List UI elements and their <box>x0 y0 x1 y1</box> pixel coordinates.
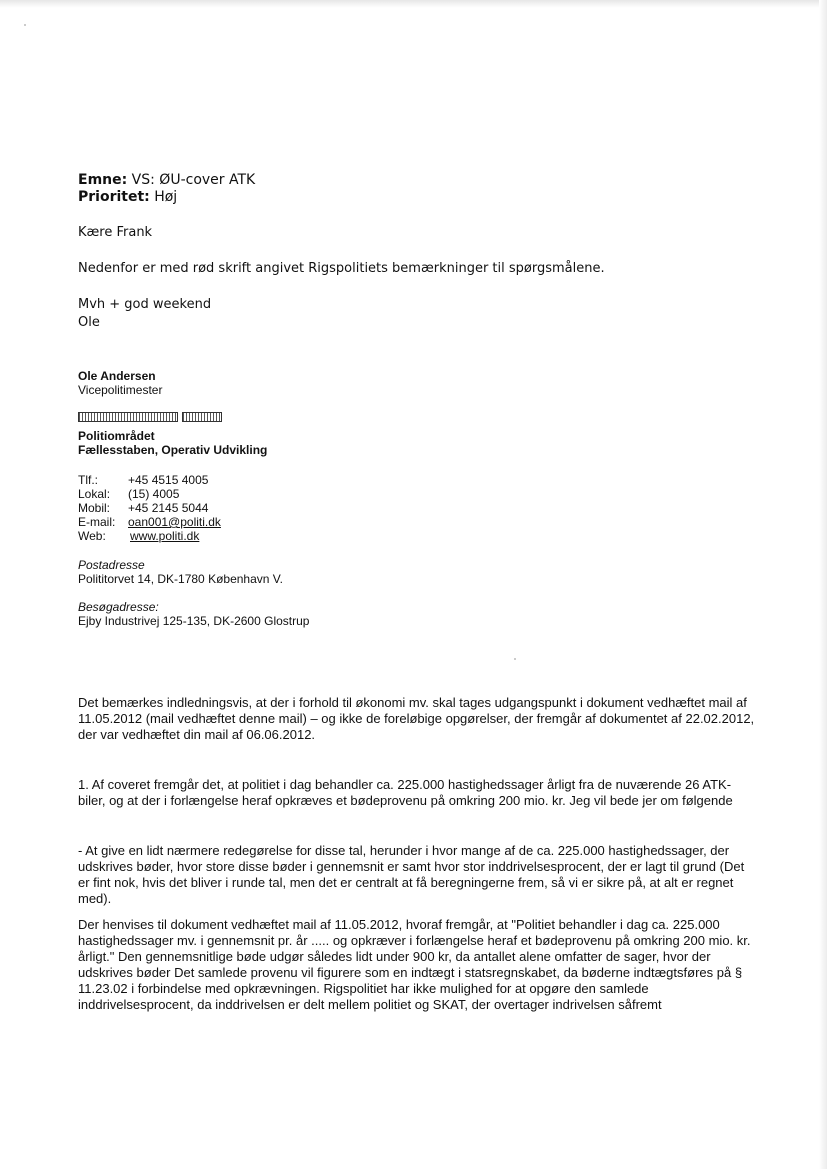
signature-org: Politiområdet <box>78 429 155 443</box>
intro-text: Nedenfor er med rød skrift angivet Rigspolitiets bemærkninger til spørgsmålene. <box>78 261 605 276</box>
contact-label: E-mail: <box>78 515 116 529</box>
contact-row-email <box>78 515 221 529</box>
priority-label: Prioritet: <box>78 189 150 205</box>
contact-row-mobile <box>78 501 221 515</box>
email-link[interactable]: oan001@politi.dk <box>128 515 221 529</box>
contact-row-local <box>78 487 221 501</box>
visit-address-label: Besøgadresse: <box>78 600 159 614</box>
visit-address: Ejby Industrivej 125-135, DK-2600 Glostrup <box>78 614 310 628</box>
body-paragraph-1: Det bemærkes indledningsvis, at der i forhold til økonomi mv. skal tages udgangspunkt i dokument vedhæftet mail af 11.05.2012 (mail vedhæftet denne mail) – og ikke de foreløbige opgørelser, der fremgår af dokumentet af 22.02.2012, der var vedhæftet din mail af 06.06.2012. <box>78 695 755 742</box>
contact-value: +45 4515 4005 <box>128 473 209 487</box>
contact-label: Web: <box>78 529 106 543</box>
greeting: Kære Frank <box>78 225 153 240</box>
contact-row-web <box>78 529 221 543</box>
scan-edge-top <box>0 0 827 8</box>
contact-label: Lokal: <box>78 487 111 501</box>
contact-label: Tlf.: <box>78 473 98 487</box>
subject-label: Emne: <box>78 172 128 188</box>
contact-list <box>78 473 221 543</box>
closing-name: Ole <box>78 315 100 330</box>
web-link[interactable]: www.politi.dk <box>130 529 200 543</box>
body-paragraph-4: Der henvises til dokument vedhæftet mail af 11.05.2012, hvoraf fremgår, at "Politiet behandler i dag ca. 225.000 hastighedssager mv. i gennemsnit pr. år ..... og opkræver i forlængelse heraf et bødeprovenu på omkring 200 mio. kr. årligt." Den gennemsnitlige bøde udgør således lidt under 900 kr, da antallet alene omfatter de sager, hvor der udskrives bøder Det samlede provenu vil figurere som en indtægt i statsregnskabet, da bøderne indtægtsføres på § 11.23.02 i forbindelse med opkrævningen. Rigspolitiet har ikke mulighed for at opgøre den samlede inddrivelsesprocent, da inddrivelsen er delt mellem politiet og SKAT, der overtager indrivelsen såfremt <box>78 917 751 1012</box>
priority-value: Høj <box>154 189 178 205</box>
closing-text: Mvh + god weekend <box>78 297 212 312</box>
signature-department: Fællesstaben, Operativ Udvikling <box>78 443 268 457</box>
contact-row-phone <box>78 473 221 487</box>
contact-value: +45 2145 5044 <box>128 501 209 515</box>
post-address-label: Postadresse <box>78 558 145 572</box>
signature-name: Ole Andersen <box>78 369 156 383</box>
body-paragraph-2: 1. Af coveret fremgår det, at politiet i dag behandler ca. 225.000 hastighedssager årligt fra de nuværende 26 ATK-biler, og at der i forlængelse heraf opkræves et bødeprovenu på omkring 200 mio. kr. Jeg vil bede jer om følgende <box>78 777 733 808</box>
subject-value: VS: ØU-cover ATK <box>131 172 256 188</box>
signature-title: Vicepolitimester <box>78 383 163 397</box>
logo-image <box>78 412 178 422</box>
scan-speck <box>514 658 516 660</box>
post-address: Polititorvet 14, DK-1780 København V. <box>78 572 284 586</box>
body-paragraph-3: - At give en lidt nærmere redegørelse for disse tal, herunder i hvor mange af de ca. 225.000 hastighedssager, der udskrives bøder, hvor store disse bøder i gennemsnit er samt hvor stor inddrivelsesprocent, der er lagt til grund (Det er fint nok, hvis det bliver i runde tal, men det er centralt at få beregningerne frem, så vi er sikre på, at alt er regnet med). <box>78 843 745 906</box>
contact-value: (15) 4005 <box>128 487 180 501</box>
logo-image <box>182 412 222 422</box>
logo-strip <box>78 412 222 422</box>
subject-line <box>78 172 255 188</box>
contact-label: Mobil: <box>78 501 111 515</box>
scan-speck <box>24 24 26 26</box>
scan-edge-right <box>819 0 827 1169</box>
priority-line <box>78 189 177 205</box>
